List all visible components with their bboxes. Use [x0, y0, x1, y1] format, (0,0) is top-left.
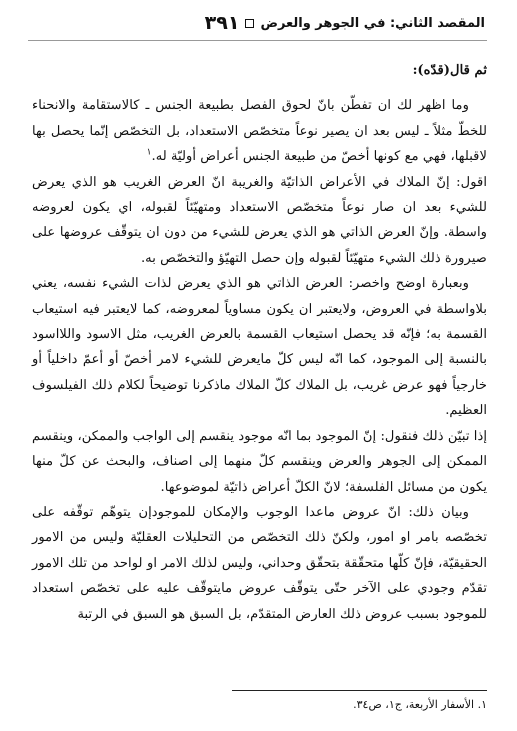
footnote: ١. الأسفار الأربعة، ج١، ص٣٤. [353, 698, 487, 711]
page-number: ٣٩١ [204, 12, 240, 34]
paragraph-1: اقول: إنّ الملاك في الأعراض الذاتيّة والغريبة انّ العرض الغريب هو الذي يعرض للشيء بعد ان صار نوعاً متخصّص الاستعداد ومتهيّئاً لقبوله، اي يكون لعروضه واسطة. وإنّ العرض الذاتي هو الذي يعرض للشيء من دون ان يتوقّف عروضها على صيرورة ذلك الشيء متهيّئاً لقبوله وإن حصل التهيّؤ والتخصّص به. [32, 174, 487, 266]
paragraph-4: وبيان ذلك: انّ عروض ماعدا الوجوب والإمكان للموجودإن يتوهّم توقّفه على تخصّصه بامر او امور، ولكنّ ذلك التخصّص من التحليلات العقليّة وليس من الامور الحقيقيّة، فإنّ كلّها متحقّقة بتحقّق وحداني، وليس لذلك الامر او لواحد من تلك الامور تقدّم وجودي على الآخر حتّى يتوقّف عروض مايتوقّف عليه على تخصّص استعداد للموجود بسبب عروض ذلك العارض المتقدّم، بل السبق هو السبق في الرتبة [32, 504, 487, 622]
header-content [205, 12, 485, 34]
chapter-title: المقصد الثاني: في الجوهر والعرض [260, 15, 485, 31]
paragraph-quote-text: وما اظهر لك ان تفطّن بانّ لحوق الفصل بطبيعة الجنس ـ كالاستقامة والانحناء للخطّ مثلاً ـ ليس بعد ان يصير نوعاً متخصّص الاستعداد، بل التخصّص إنّما يحصل بها لاقبلها، فهي مع كونها أخصّ من طبيعة الجنس أعراض أوليّة له [32, 98, 487, 165]
paragraph-quote: وما اظهر لك ان تفطّن بانّ لحوق الفصل بطبيعة الجنس ـ كالاستقامة والانحناء للخطّ مثلاً ـ ليس بعد ان يصير نوعاً متخصّص الاستعداد، بل التخصّص إنّما يحصل بها لاقبلها، فهي مع كونها أخصّ من طبيعة الجنس أعراض أوليّة له.$^١$ [32, 98, 487, 165]
paragraph-2: وبعبارة اوضح واخصر: العرض الذاتي هو الذي يعرض لذات الشيء نفسه، يعني بلاواسطة في العروض، ولايعتبر ان يكون مساوياً لمعروضه، كما لايعتبر فيه استيعاب القسمة به؛ فإنّه قد يحصل استيعاب القسمة بالعرض الغريب، مثل الاسود واللااسود بالنسبة إلى الموجود، كما انّه ليس كلّ مايعرض للشيء لامر أخصّ أو أعمّ داخلياً أو خارجياً فهو عرض غريب، بل الملاك كلّ الملاك ماذكرنا توضيحاً لكلام ذلك الفيلسوف العظيم. [32, 276, 487, 419]
paragraph-3: إذا تبيّن ذلك فنقول: إنّ الموجود بما انّه موجود ينقسم إلى الواجب والممكن، وينقسم الممكن إلى الجوهر والعرض وينقسم كلّ منهما إلى اصناف، والبحث عن كلّ منها يكون من مسائل الفلسفة؛ لانّ الكلّ أعراض ذاتيّة لموضوعها. [32, 428, 487, 495]
section-heading: ثم قال(قدّه): [412, 63, 487, 78]
body-text [32, 58, 487, 627]
footnote-reference: ١ [146, 147, 152, 158]
running-header [0, 6, 517, 36]
footnote-rule [232, 690, 487, 691]
header-rule [28, 40, 487, 41]
square-marker-icon [245, 19, 254, 28]
